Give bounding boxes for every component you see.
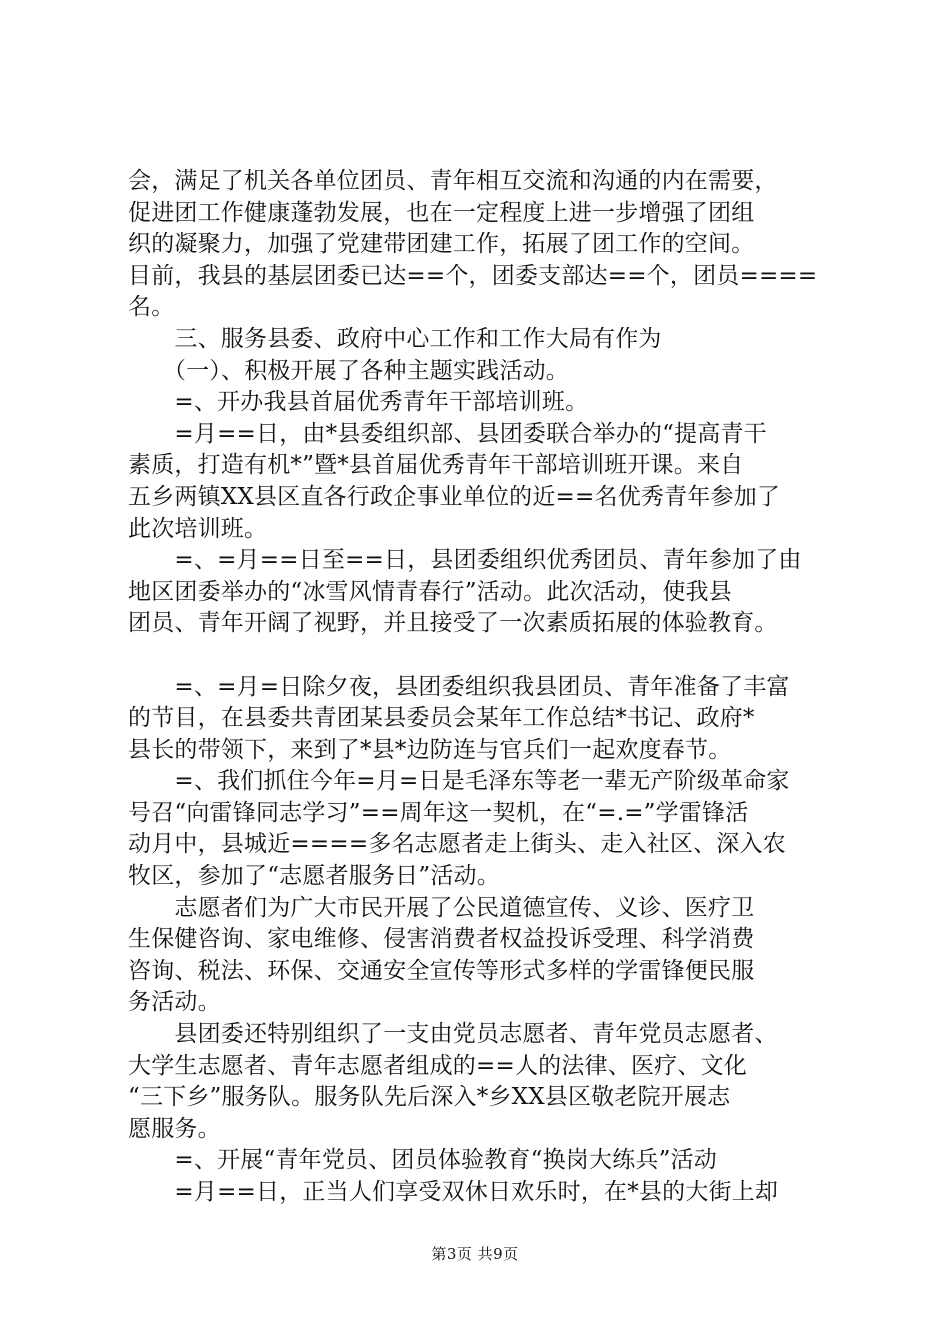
text-line: 促进团工作健康蓬勃发展，也在一定程度上进一步增强了团组 <box>128 199 755 226</box>
text-line: 此次培训班。 <box>128 515 268 542</box>
text-line: 素质，打造有机*”暨*县首届优秀青年干部培训班开课。来自 <box>128 452 744 479</box>
text-line: 愿服务。 <box>128 1115 221 1142</box>
page-footer: 第3页 共9页 <box>431 1245 519 1263</box>
text-line: =月==日，正当人们享受双休日欢乐时，在*县的大街上却 <box>128 1179 779 1205</box>
text-line: 生保健咨询、家电维修、侵害消费者权益投诉受理、科学消费 <box>128 926 755 953</box>
text-line: =、=月=日除夕夜，县团委组织我县团员、青年准备了丰富 <box>128 673 790 700</box>
blank-line <box>128 640 858 672</box>
text-line: 地区团委举办的“冰雪风情青春行”活动。此次活动，使我县 <box>128 578 732 605</box>
text-line: 的节目，在县委共青团某县委员会某年工作总结*书记、政府* <box>128 705 755 732</box>
text-line: 志愿者们为广大市民开展了公民道德宣传、义诊、医疗卫 <box>128 894 755 921</box>
text-line: =、开办我县首届优秀青年干部培训班。 <box>128 389 589 416</box>
text-line: 会，满足了机关各单位团员、青年相互交流和沟通的内在需要， <box>128 168 778 194</box>
text-line: 团员、青年开阔了视野，并且接受了一次素质拓展的体验教育。 <box>128 610 778 637</box>
text-line: 县团委还特别组织了一支由党员志愿者、青年党员志愿者、 <box>128 1021 778 1048</box>
text-line: （一）、积极开展了各种主题实践活动。 <box>128 357 569 384</box>
text-line: 五乡两镇XX县区直各行政企事业单位的近==名优秀青年参加了 <box>128 483 781 510</box>
text-line: =、开展“青年党员、团员体验教育“换岗大练兵”活动 <box>128 1147 717 1174</box>
text-line: =、=月==日至==日，县团委组织优秀团员、青年参加了由 <box>128 547 802 574</box>
text-line: 务活动。 <box>128 989 221 1016</box>
text-line: 动月中，县城近====多名志愿者走上街头、走入社区、深入农 <box>128 831 786 858</box>
text-line: 三、服务县委、政府中心工作和工作大局有作为 <box>128 325 662 352</box>
text-line: 名。 <box>128 294 175 321</box>
body-text <box>128 166 858 1209</box>
text-line: 咨询、税法、环保、交通安全宣传等形式多样的学雷锋便民服 <box>128 957 755 984</box>
text-line: =月==日，由*县委组织部、县团委联合举办的“提高青干 <box>128 420 767 447</box>
text-line: 目前，我县的基层团委已达==个，团委支部达==个，团员==== <box>128 262 818 289</box>
text-line: “三下乡”服务队。服务队先后深入*乡XX县区敬老院开展志 <box>128 1084 731 1111</box>
text-line: =、我们抓住今年=月=日是毛泽东等老一辈无产阶级革命家 <box>128 768 790 795</box>
text-line: 织的凝聚力，加强了党建带团建工作，拓展了团工作的空间。 <box>128 231 755 258</box>
text-line: 县长的带领下，来到了*县*边防连与官兵们一起欢度春节。 <box>128 736 732 763</box>
text-line: 大学生志愿者、青年志愿者组成的==人的法律、医疗、文化 <box>128 1052 747 1079</box>
text-line: 牧区，参加了“志愿者服务日”活动。 <box>128 863 500 890</box>
text-line: 号召“向雷锋同志学习”==周年这一契机，在“=.=”学雷锋活 <box>128 799 749 826</box>
